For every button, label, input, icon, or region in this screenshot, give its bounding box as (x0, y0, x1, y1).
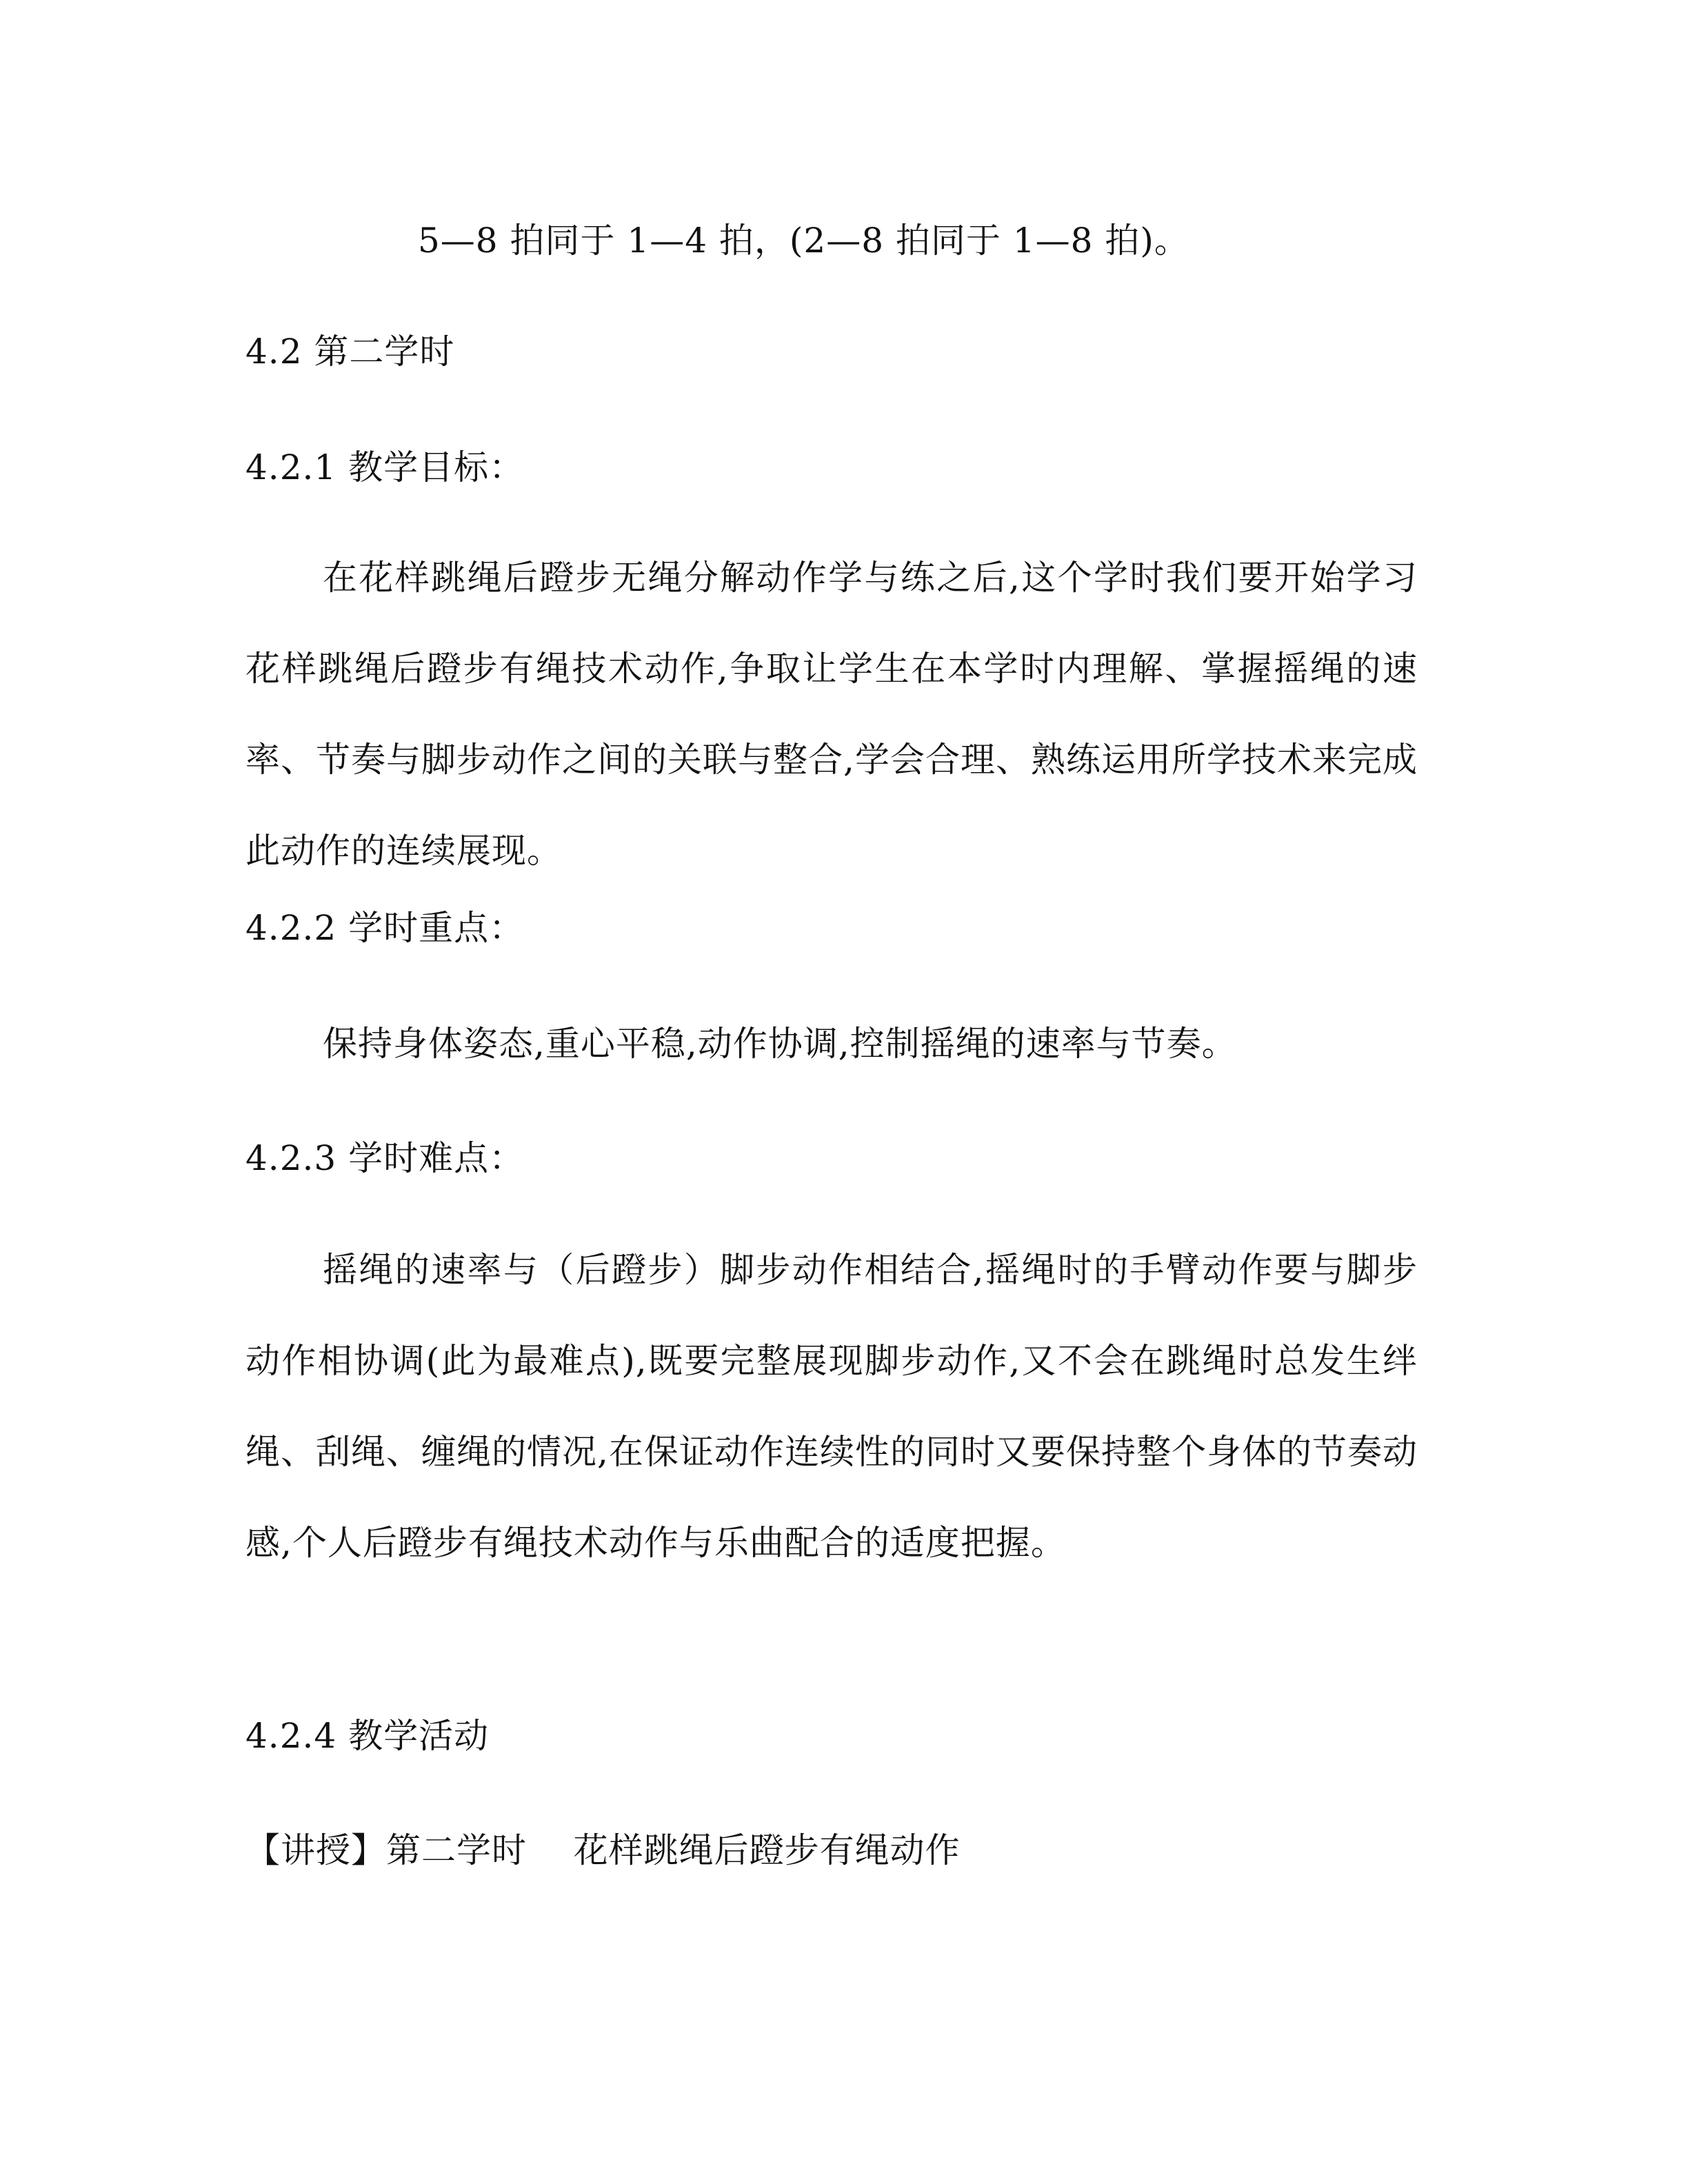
lecture-line: 【讲授】第二学时 花样跳绳后蹬步有绳动作 (245, 1830, 961, 1870)
objectives-paragraph: 在花样跳绳后蹬步无绳分解动作学与练之后,这个学时我们要开始学习花样跳绳后蹬步有绳技术动作,争取让学生在本学时内理解、掌握摇绳的速率、节奏与脚步动作之间的关联与整合,学会合理、熟练运用所学技术来完成此动作的连续展现。 (245, 558, 1418, 871)
objectives-heading: 4.2.1 教学目标： (245, 447, 525, 487)
key-points-heading: 4.2.2 学时重点： (245, 908, 525, 948)
section-heading: 4.2 第二学时 (245, 332, 455, 372)
activities-heading: 4.2.4 教学活动 (245, 1716, 490, 1756)
difficulties-heading: 4.2.3 学时难点： (245, 1138, 525, 1178)
difficulties-paragraph: 摇绳的速率与（后蹬步）脚步动作相结合,摇绳时的手臂动作要与脚步动作相协调(此为最难点),既要完整展现脚步动作,又不会在跳绳时总发生绊绳、刮绳、缠绳的情况,在保证动作连续性的同时又要保持整个身体的节奏动感,个人后蹬步有绳技术动作与乐曲配合的适度把握。 (245, 1250, 1418, 1563)
intro-line: 5—8 拍同于 1—4 拍，(2—8 拍同于 1—8 拍)。 (418, 221, 1189, 261)
key-points-paragraph: 保持身体姿态,重心平稳,动作协调,控制摇绳的速率与节奏。 (323, 1024, 1237, 1064)
